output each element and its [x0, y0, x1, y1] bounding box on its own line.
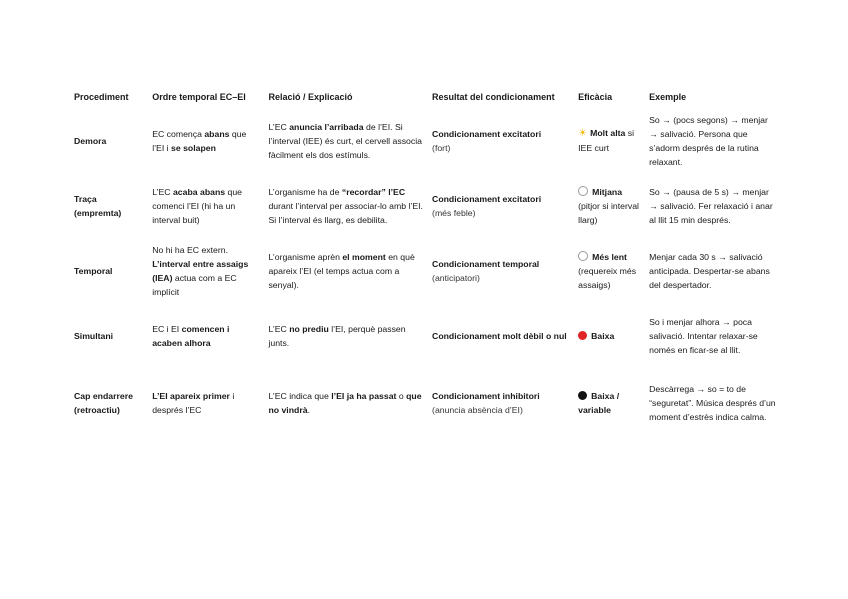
conditioning-procedures-table: [70, 86, 782, 438]
efficacy-cell: [574, 238, 645, 303]
relation-text: “recordar” l’EC: [341, 186, 406, 197]
table-header-row: [70, 86, 782, 108]
temporal-order-text: EC comença: [152, 128, 205, 139]
result-main: Condicionament temporal: [432, 258, 540, 269]
black-circle-icon: [578, 391, 587, 400]
temporal-order-text: comencen i acaben alhora: [152, 323, 230, 348]
efficacy-cell: [574, 173, 645, 238]
header-procediment: Procediment: [74, 92, 129, 102]
efficacy-text: (requereix més assaigs): [578, 265, 637, 290]
temporal-order-text: que comenci l’EI (hi ha un interval buit): [152, 186, 243, 225]
temporal-order-cell: [148, 368, 264, 438]
relation-text: durant l’interval per associar-lo amb l’EI. Si l’interval és llarg, es debilita.: [268, 200, 423, 225]
efficacy-text: Baixa / variable: [578, 391, 620, 415]
temporal-order-text: No hi ha EC extern.: [152, 244, 228, 255]
result-main: Condicionament molt dèbil o nul: [432, 330, 567, 341]
table-body: [70, 108, 782, 438]
procedure-name: (retroactiu): [74, 405, 120, 415]
temporal-order-text: abans: [204, 128, 230, 139]
example-text: So → (pausa de 5 s) → menjar → salivació. Fer relaxació i anar al llit 15 min després.: [649, 186, 773, 225]
relation-text: l’EI, perquè passen junts.: [268, 323, 406, 348]
relation-text: de l’EI. Si l’interval (IEE) és curt, el cervell associa fàcilment els dos estímuls.: [268, 121, 422, 160]
header-relacio: Relació / Explicació: [268, 92, 353, 102]
header-exemple: Exemple: [649, 92, 687, 102]
temporal-order-text: L’EI apareix primer: [152, 391, 230, 401]
relation-text: o: [396, 391, 407, 401]
relation-text: l’EI ja ha passat: [331, 391, 397, 401]
temporal-order-text: L’interval entre assaigs (IEA): [152, 258, 249, 283]
procedure-name: Cap endarrere: [74, 391, 133, 401]
table-row: [70, 238, 782, 303]
procedure-cell: [70, 303, 148, 368]
example-cell: [645, 173, 782, 238]
procedure-name: Temporal: [74, 265, 113, 276]
temporal-order-text: L’EC: [152, 186, 173, 197]
open-circle-icon: [578, 251, 588, 261]
temporal-order-cell: [148, 108, 264, 173]
sun-icon: ☀: [578, 128, 588, 139]
example-cell: [645, 238, 782, 303]
header-resultat: Resultat del condicionament: [432, 92, 555, 102]
header-eficacia: Eficàcia: [578, 92, 613, 102]
example-text: Descàrrega → so = to de “seguretat”. Música després d’un moment d’estrès indica calma.: [649, 384, 776, 422]
efficacy-text: si IEE curt: [578, 128, 635, 153]
procedure-name: (empremta): [74, 207, 122, 218]
relation-text: L’EC: [268, 323, 290, 334]
relation-text: L’EC: [268, 121, 290, 132]
procedure-name: Traça: [74, 193, 97, 204]
result-cell: [428, 368, 574, 438]
relation-cell: [264, 173, 428, 238]
relation-text: que no vindrà: [268, 391, 422, 415]
table-row: [70, 173, 782, 238]
relation-text: L’EC indica que: [268, 391, 332, 401]
result-sub: (més feble): [432, 207, 476, 218]
red-circle-icon: [578, 331, 587, 340]
temporal-order-text: actua com a EC implícit: [152, 272, 237, 297]
header-ordre-temporal: Ordre temporal EC–EI: [152, 92, 246, 102]
example-text: Menjar cada 30 s → salivació anticipada. Despertar-se abans del despertador.: [649, 251, 770, 290]
procedure-cell: [70, 238, 148, 303]
procedure-name: Simultani: [74, 330, 114, 341]
example-cell: [645, 368, 782, 438]
relation-cell: [264, 238, 428, 303]
relation-text: L’organisme aprèn: [268, 251, 343, 262]
example-text: So i menjar alhora → poca salivació. Intentar relaxar-se només en ficar-se al llit.: [649, 316, 758, 355]
efficacy-text: (pitjor si interval llarg): [578, 200, 639, 225]
result-main: Condicionament excitatori: [432, 128, 542, 139]
result-sub: (fort): [432, 142, 451, 153]
relation-text: el moment: [342, 251, 386, 262]
result-cell: [428, 173, 574, 238]
temporal-order-text: EC i EI: [152, 323, 182, 334]
relation-cell: [264, 303, 428, 368]
table-row: [70, 368, 782, 438]
temporal-order-text: i després l’EC: [152, 391, 235, 415]
efficacy-text: Mitjana: [592, 186, 623, 197]
temporal-order-text: acaba abans: [172, 186, 226, 197]
relation-text: .: [307, 405, 310, 415]
result-cell: [428, 238, 574, 303]
relation-text: en què apareix l’EI (el temps actua com a senyal).: [268, 251, 415, 290]
temporal-order-text: que l’EI i: [152, 128, 247, 153]
procedure-name: Demora: [74, 135, 107, 146]
table-row: [70, 108, 782, 173]
efficacy-cell: [574, 303, 645, 368]
temporal-order-text: se solapen: [171, 142, 216, 153]
procedure-cell: [70, 173, 148, 238]
relation-text: no prediu: [289, 323, 329, 334]
relation-cell: [264, 108, 428, 173]
example-text: So → (pocs segons) → menjar → salivació. Persona que s’adorm després de la rutina relaxant.: [649, 114, 768, 167]
efficacy-text: Més lent: [592, 251, 627, 262]
temporal-order-cell: [148, 238, 264, 303]
efficacy-text: Molt alta: [590, 128, 626, 138]
example-cell: [645, 303, 782, 368]
open-circle-icon: [578, 186, 588, 196]
relation-cell: [264, 368, 428, 438]
procedure-cell: [70, 368, 148, 438]
procedure-cell: [70, 108, 148, 173]
relation-text: anuncia l’arribada: [289, 121, 364, 132]
efficacy-cell: [574, 108, 645, 173]
temporal-order-cell: [148, 303, 264, 368]
result-main: Condicionament excitatori: [432, 193, 542, 204]
table-row: [70, 303, 782, 368]
result-sub: (anticipatori): [432, 272, 480, 283]
temporal-order-cell: [148, 173, 264, 238]
result-cell: [428, 108, 574, 173]
example-cell: [645, 108, 782, 173]
relation-text: L’organisme ha de: [268, 186, 342, 197]
efficacy-text: Baixa: [591, 330, 615, 341]
result-main: Condicionament inhibitori: [432, 391, 540, 401]
result-cell: [428, 303, 574, 368]
result-sub: (anuncia absència d’EI): [432, 405, 523, 415]
efficacy-cell: [574, 368, 645, 438]
